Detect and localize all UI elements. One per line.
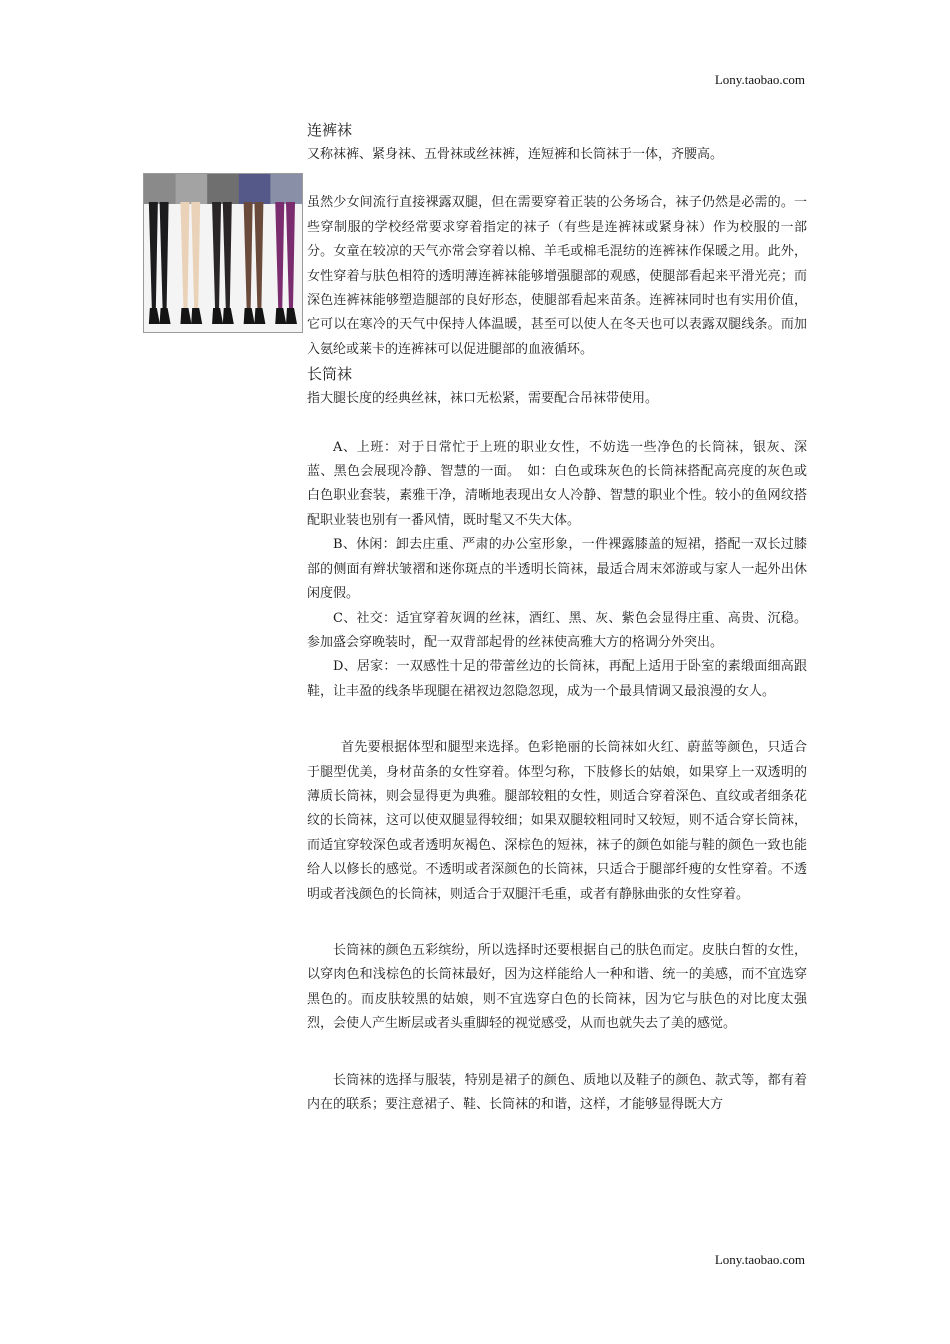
section-title-pantyhose: 连裤袜 [307, 121, 353, 139]
page-footer-site: Lony.taobao.com [714, 1252, 805, 1267]
stockings-definition: 指大腿长度的经典丝袜，袜口无松紧，需要配合吊袜带使用。 [307, 391, 659, 407]
product-photo-tights [143, 173, 303, 333]
stockings-para-skin-color: 长筒袜的颜色五彩缤纷，所以选择时还要根据自己的肤色而定。皮肤白皙的女性，以穿肉色和浅棕色的长筒袜最好，因为这样能给人一种和谐、统一的美感，而不宜选穿黑色的。而皮肤较黑的姑娘，则不宜选穿白色的长筒袜，因为它与肤色的对比度太强烈，会使人产生断层或者头重脚轻的视觉感受，从而也就失去了美的感觉。 [307, 942, 807, 1032]
stockings-item-leisure: B、休闲：卸去庄重、严肃的办公室形象，一件裸露膝盖的短裙，搭配一双长过膝部的侧面有辫状皱褶和迷你斑点的半透明长筒袜，最适合周末郊游或与家人一起外出休闲度假。 [307, 537, 807, 602]
tights-illustration [144, 174, 302, 332]
section-title-stockings: 长筒袜 [307, 365, 353, 384]
skirt-2 [207, 174, 239, 204]
article-body [307, 118, 807, 1117]
stockings-item-home: D、居家：一双感性十足的带蕾丝边的长筒袜，再配上适用于卧室的素缎面细高跟鞋，让丰盈的线条毕现腿在裙衩边忽隐忽现，成为一个最具情调又最浪漫的女人。 [307, 659, 807, 699]
page-header-site: Lony.taobao.com [714, 72, 805, 87]
stockings-item-work: A、上班：对于日常忙于上班的职业女性，不妨选一些净色的长筒袜，银灰、深蓝、黑色会展现冷静、智慧的一面。 如：白色或珠灰色的长筒袜搭配高亮度的灰色或白色职业套装，素雅干净，清晰地表现出女人冷静、智慧的职业个性。较小的鱼网纹搭配职业装也别有一番风情，既时髦又不失大体。 [307, 439, 807, 528]
stockings-para-clothing: 长筒袜的选择与服装，特别是裙子的颜色、质地以及鞋子的颜色、款式等，都有着内在的联系；要注意裙子、鞋、长筒袜的和谐，这样，才能够显得既大方 [307, 1072, 807, 1112]
skirt-0 [144, 174, 176, 204]
pantyhose-body: 虽然少女间流行直接裸露双腿，但在需要穿着正装的公务场合，袜子仍然是必需的。一些穿制服的学校经常要求穿着指定的袜子（有些是连裤袜或紧身袜）作为校服的一部分。女童在较凉的天气亦常会穿着以棉、羊毛或棉毛混纺的连裤袜作保暖之用。此外，女性穿着与肤色相符的透明薄连裤袜能够增强腿部的观感，使腿部看起来平滑光亮；而深色连裤袜能够塑造腿部的良好形态，使腿部看起来苗条。连裤袜同时也有实用价值，它可以在寒冷的天气中保持人体温暖，甚至可以使人在冬天也可以表露双腿线条。而加入氨纶或莱卡的连裤袜可以促进腿部的血液循环。 [307, 195, 807, 357]
skirt-1 [176, 174, 208, 204]
stockings-para-body-type: 首先要根据体型和腿型来选择。色彩艳丽的长筒袜如火红、蔚蓝等颜色，只适合于腿型优美，身材苗条的女性穿着。体型匀称，下肢修长的姑娘，如果穿上一双透明的薄质长筒袜，则会显得更为典雅。腿部较粗的女性，则适合穿着深色、直纹或者细条花纹的长筒袜，这可以使双腿显得较细；如果双腿较粗同时又较短，则不适合穿长筒袜，而适宜穿较深色或者透明灰褐色、深棕色的短袜，袜子的颜色如能与鞋的颜色一致也能给人以修长的感觉。不透明或者深颜色的长筒袜，只适合于腿部纤瘦的女性穿着。不透明或者浅颜色的长筒袜，则适合于双腿汗毛重，或者有静脉曲张的女性穿着。 [307, 740, 807, 902]
skirt-3 [239, 174, 271, 204]
stockings-item-social: C、社交：适宜穿着灰调的丝袜，酒红、黑、灰、紫色会显得庄重、高贵、沉稳。参加盛会穿晚装时，配一双背部起骨的丝袜使高雅大方的格调分外突出。 [307, 610, 807, 650]
skirt-4 [270, 174, 302, 204]
pantyhose-definition: 又称袜裤、紧身袜、五骨袜或丝袜裤，连短裤和长筒袜于一体，齐腰高。 [307, 147, 724, 162]
